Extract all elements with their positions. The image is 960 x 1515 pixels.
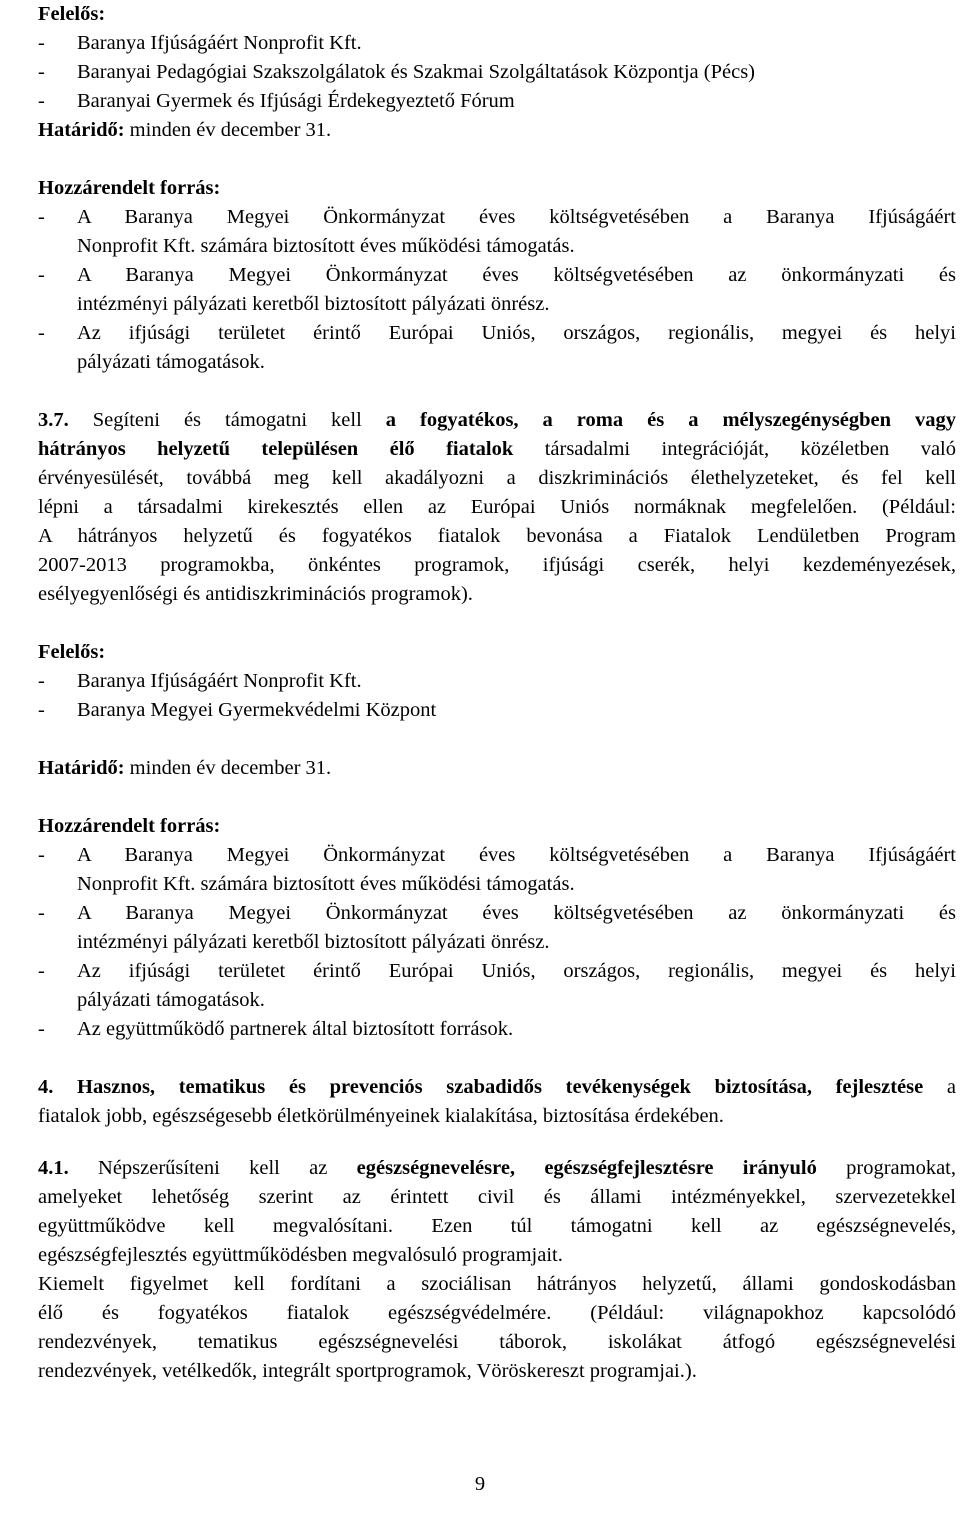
funding-item: - Az ifjúsági területet érintő Európai Uniós, országos, regionális, megyei és helyi	[38, 960, 956, 982]
funding-item-cont: pályázati támogatások.	[77, 351, 265, 373]
deadline: Határidő: minden év december 31.	[38, 757, 332, 779]
funding-item-cont: intézményi pályázati keretből biztosított pályázati önrész.	[77, 293, 550, 315]
paragraph-4-1-line: 4.1. Népszerűsíteni kell az egészségnevelésre, egészségfejlesztésre irányuló programokat,	[38, 1157, 957, 1179]
paragraph-3-7-line: lépni a társadalmi kirekesztés ellen az Európai Uniós normáknak megfelelően. (Például:	[38, 496, 956, 518]
paragraph-3-7-line: esélyegyenlőségi és antidiszkriminációs programok).	[38, 583, 473, 605]
document-page	[38, 0, 956, 1386]
paragraph-4-1-line: rendezvények, tematikus egészségnevelési táborok, iskolákat átfogó egészségnevelési	[38, 1331, 956, 1353]
responsible-item: - Baranya Ifjúságáért Nonprofit Kft.	[38, 32, 362, 54]
responsible-item: - Baranyai Gyermek és Ifjúsági Érdekegyeztető Fórum	[38, 90, 515, 112]
responsible-label: Felelős:	[38, 641, 106, 663]
paragraph-4-1-line: rendezvények, vetélkedők, integrált sportprogramok, Vöröskereszt programjai.).	[38, 1360, 697, 1382]
funding-item: - A Baranya Megyei Önkormányzat éves költségvetésében a Baranya Ifjúságáért	[38, 844, 956, 866]
paragraph-4-1-line: együttműködve kell megvalósítani. Ezen túl támogatni kell az egészségnevelés,	[38, 1215, 956, 1237]
section-4-heading: 4. Hasznos, tematikus és prevenciós szabadidős tevékenységek biztosítása, fejlesztése a	[38, 1076, 956, 1098]
funding-item: - A Baranya Megyei Önkormányzat éves költségvetésében az önkormányzati és	[38, 264, 956, 286]
funding-item-cont: pályázati támogatások.	[77, 989, 265, 1011]
paragraph-3-7-line: A hátrányos helyzetű és fogyatékos fiatalok bevonása a Fiatalok Lendületben Program	[38, 525, 956, 547]
paragraph-3-7-line: 2007-2013 programokba, önkéntes programok, ifjúsági cserék, helyi kezdeményezések,	[38, 554, 956, 576]
deadline: Határidő: minden év december 31.	[38, 119, 332, 141]
funding-item: - Az együttműködő partnerek által biztosított források.	[38, 1018, 514, 1040]
section-number: 3.7.	[38, 409, 69, 431]
funding-item-cont: intézményi pályázati keretből biztosított pályázati önrész.	[77, 931, 550, 953]
funding-item-cont: Nonprofit Kft. számára biztosított éves működési támogatás.	[77, 873, 575, 895]
page-number: 9	[474, 1473, 486, 1495]
paragraph-4-1-line: egészségfejlesztés együttműködésben megvalósuló programjait.	[38, 1244, 563, 1266]
funding-item: - A Baranya Megyei Önkormányzat éves költségvetésében a Baranya Ifjúságáért	[38, 206, 956, 228]
paragraph-4-1-line: Kiemelt figyelmet kell fordítani a szociálisan hátrányos helyzetű, állami gondoskodásban	[38, 1273, 956, 1295]
responsible-item: - Baranya Megyei Gyermekvédelmi Központ	[38, 699, 437, 721]
paragraph-3-7-line: érvényesülését, továbbá meg kell akadályozni a diszkriminációs élethelyzeteket, és fel kell	[38, 467, 956, 489]
responsible-label: Felelős:	[38, 3, 106, 25]
funding-item: - A Baranya Megyei Önkormányzat éves költségvetésében az önkormányzati és	[38, 902, 956, 924]
paragraph-4-1-line: élő és fogyatékos fiatalok egészségvédelmére. (Például: világnapokhoz kapcsolódó	[38, 1302, 956, 1324]
funding-label: Hozzárendelt forrás:	[38, 177, 221, 199]
section-4-heading-cont: fiatalok jobb, egészségesebb életkörülményeinek kialakítása, biztosítása érdekében.	[38, 1105, 724, 1127]
section-number: 4.	[38, 1076, 54, 1098]
paragraph-3-7-line: hátrányos helyzetű településen élő fiatalok társadalmi integrációját, közéletben való	[38, 438, 956, 460]
funding-item-cont: Nonprofit Kft. számára biztosított éves működési támogatás.	[77, 235, 575, 257]
paragraph-4-1-line: amelyeket lehetőség szerint az érintett civil és állami intézményekkel, szervezetekkel	[38, 1186, 956, 1208]
section-number: 4.1.	[38, 1157, 69, 1179]
funding-label: Hozzárendelt forrás:	[38, 815, 221, 837]
funding-item: - Az ifjúsági területet érintő Európai Uniós, országos, regionális, megyei és helyi	[38, 322, 956, 344]
responsible-item: - Baranyai Pedagógiai Szakszolgálatok és Szakmai Szolgáltatások Központja (Pécs)	[38, 61, 756, 83]
responsible-item: - Baranya Ifjúságáért Nonprofit Kft.	[38, 670, 362, 692]
paragraph-3-7-line: 3.7. Segíteni és támogatni kell a fogyatékos, a roma és a mélyszegénységben vagy	[38, 409, 956, 431]
